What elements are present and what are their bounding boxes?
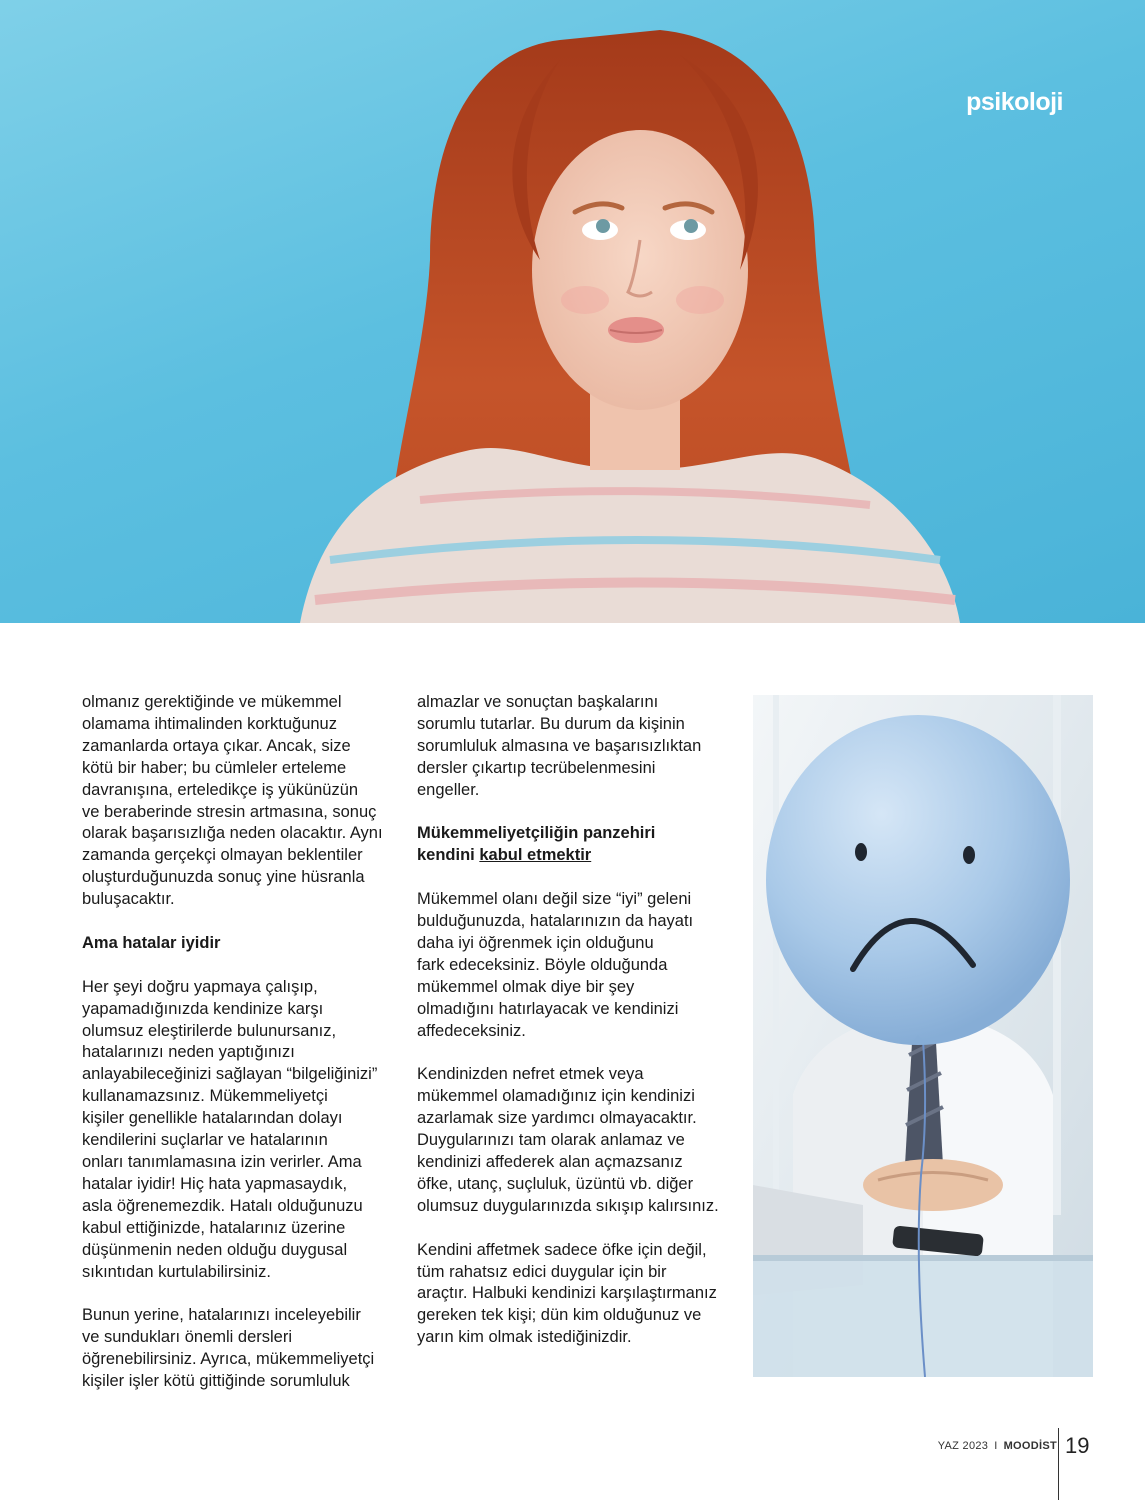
subheading-underlined-text: kabul etmektir — [479, 846, 592, 865]
magazine-brand: MOODİST — [1003, 1440, 1057, 1452]
balloon-photo — [753, 695, 1093, 1377]
issue-label: YAZ 2023 — [937, 1440, 989, 1452]
subheading — [417, 823, 737, 867]
balloon-shape — [766, 715, 1070, 1045]
hero-photo — [0, 0, 1145, 623]
article-column-2 — [417, 692, 737, 1371]
paragraph: Kendinizden nefret etmek veya mükemmel olamadığınız için kendinizi azarlamak size yardımcı olmayacaktır. Duygularınızı tam olarak anlamaz ve kendinizi affederek alan açmazsanız öfke, utanç, suçluluk, üzüntü vb. diğer olumsuz duygularınızda sıkışıp kalırsınız. — [417, 1065, 719, 1215]
page-number: 19 — [1065, 1433, 1090, 1458]
footer-separator: I — [994, 1440, 998, 1452]
paragraph: Kendini affetmek sadece öfke için değil, tüm rahatsız edici duygular için bir araçtır. Halbuki kendinizi karşılaştırmanız gereken tek kişi; dün kim olduğunuz ve yarın kim olmak istediğinizdir. — [417, 1240, 717, 1347]
paragraph: Her şeyi doğru yapmaya çalışıp, yapamadığınızda kendinize karşı olumsuz eleştirilerde bulunursanız, hatalarınızı neden yaptığınızı anlayabileceğinizi sağlayan “bilgeliğinizi” kullanamazsınız. Mükemmeliyetçi kişiler genellikle hatalarından dolayı kendilerini suçlarlar ve hatalarının onları tanımlamasına izin verirler. Ama hatalar iyidir! Hiç hata yapmasaydık, asla öğrenemezdik. Hatalı olduğunuzu kabul ettiğinizde, hatalarınız üzerine düşünmenin neden olduğu duygusal sıkıntıdan kurtulabilirsiniz. — [82, 977, 378, 1281]
subheading-text: Mükemmeliyetçiliğin panzehiri kendini — [417, 824, 656, 865]
paragraph: almazlar ve sonuçtan başkalarını sorumlu tutarlar. Bu durum da kişinin sorumluluk almasına ve başarısızlıktan dersler çıkartıp tecrübelenmesini engeller. — [417, 693, 702, 799]
face-shape — [532, 130, 748, 410]
balloon-illustration — [753, 695, 1093, 1377]
paragraph: Bunun yerine, hatalarınızı inceleyebilir ve sundukları önemli dersleri öğrenebilirsiniz. Ayrıca, mükemmeliyetçi kişiler işler kötü gittiğinde sorumluluk — [82, 1306, 375, 1391]
article-column-1 — [82, 692, 402, 1415]
page-number-divider — [1058, 1428, 1059, 1500]
hands-shape — [863, 1159, 1003, 1211]
paragraph: Mükemmel olanı değil size “iyi” geleni bulduğunuzda, hatalarınızın da hayatı daha iyi öğrenmek için olduğunu fark edeceksiniz. Böyle olduğunda mükemmel olmak diye bir şey olmadığını hatırlayacak ve kendinizi affedeceksiniz. — [417, 890, 694, 1040]
section-label: psikoloji — [966, 88, 1063, 116]
subheading: Ama hatalar iyidir — [82, 933, 221, 952]
paragraph: olmanız gerektiğinde ve mükemmel olamama ihtimalinden korktuğunuz zamanlarda ortaya çıkar. Ancak, size kötü bir haber; bu cümleler erteleme davranışına, erteledikçe iş yükünüzün ve beraberinde stresin artmasına, sonuç olarak başarısızlığa neden olacaktır. Aynı zamanda gerçekçi olmayan beklentiler oluşturduğunuzda sonuç yine hüsranla buluşacaktır. — [82, 693, 383, 909]
page-footer — [938, 1440, 1057, 1452]
